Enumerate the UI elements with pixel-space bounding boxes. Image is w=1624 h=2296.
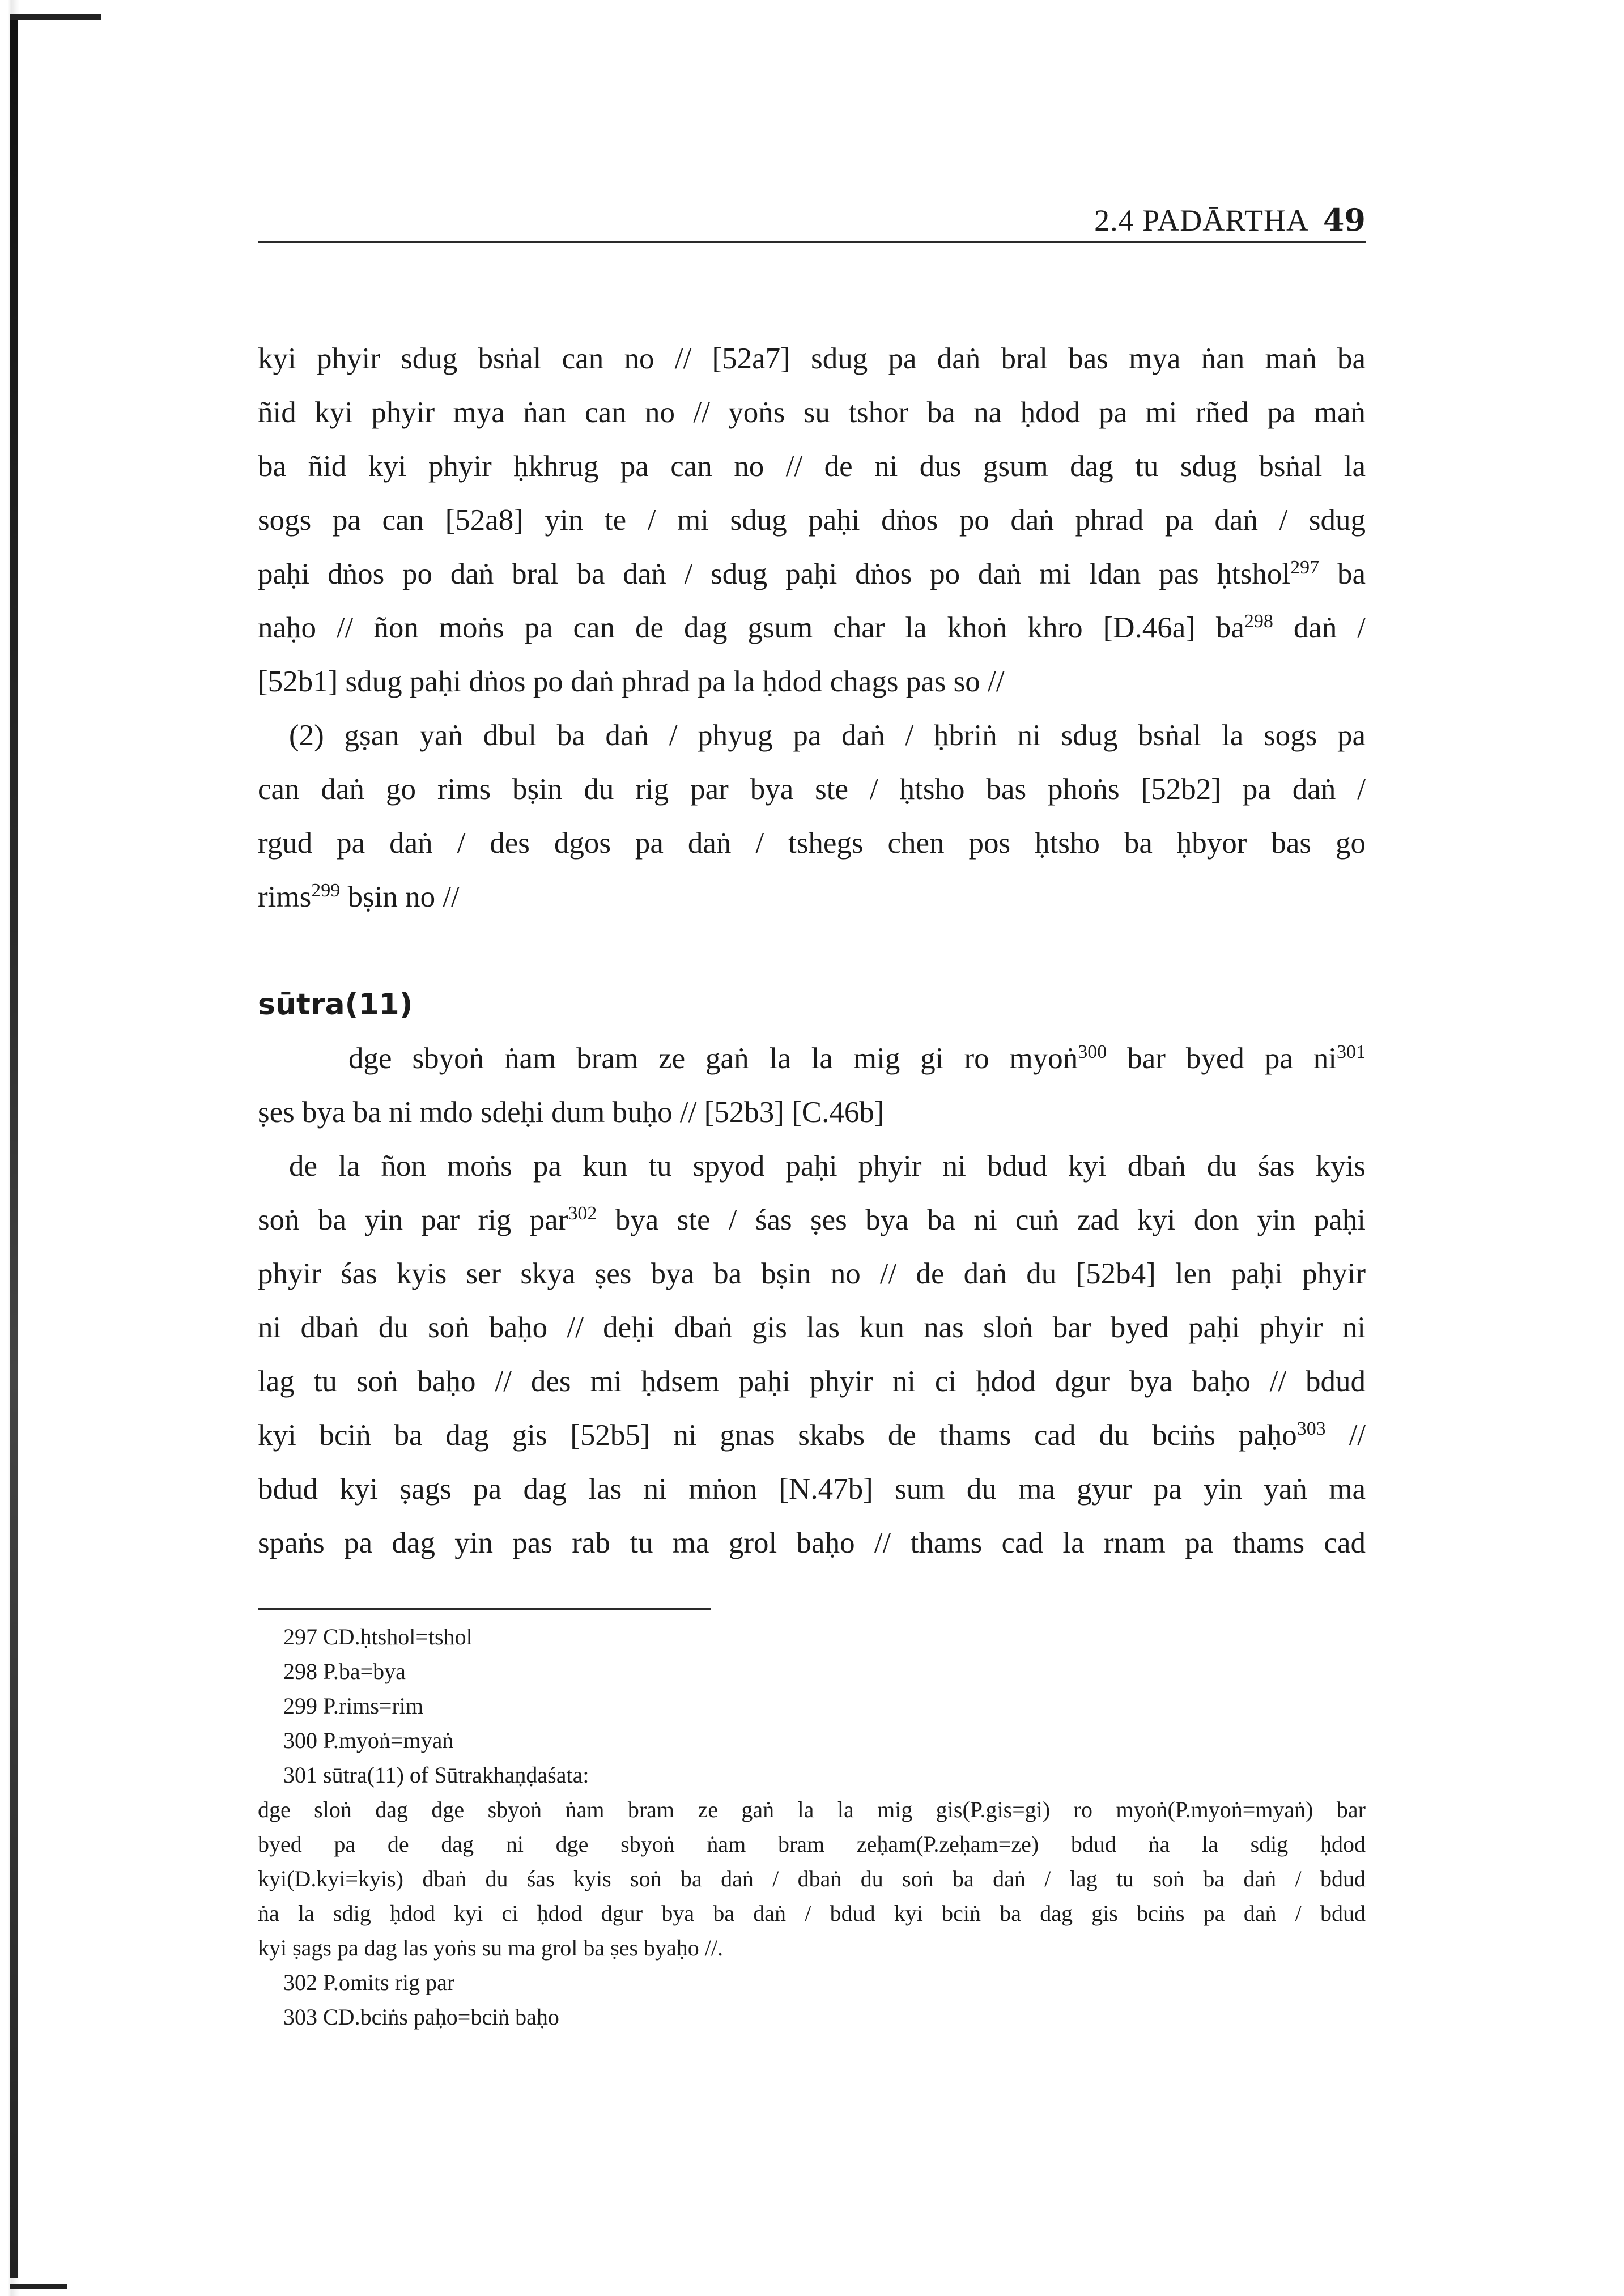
footnote-ref: 303 (1296, 1418, 1326, 1439)
footnote-301-quote (258, 1792, 1366, 1965)
text-line: phyir śas kyis ser skya ṣes bya ba bṣin no // de daṅ du [52b4] len paḥi phyir (258, 1257, 1366, 1290)
text-span: dge sbyoṅ ṅam bram ze gaṅ la la mig gi ro myoṅ (348, 1042, 1078, 1075)
header-rule (258, 241, 1366, 243)
page-header (258, 203, 1366, 243)
text-line: ba ñid kyi phyir ḥkhrug pa can no // de ni dus gsum dag tu sdug bsṅal la (258, 450, 1366, 483)
text-line (258, 547, 1366, 601)
footnote-line: byed pa de dag ni dge sbyoṅ ṅam bram zeḥam(P.zeḥam=ze) bdud ṅa la sdig ḥdod (258, 1831, 1366, 1857)
binding-corner-top (10, 14, 101, 20)
text-span: kyi bciṅ ba dag gis [52b5] ni gnas skabs de thams cad du bciṅs paḥo (258, 1419, 1297, 1452)
text-span: soṅ ba yin par rig par (258, 1204, 568, 1236)
footnote-ref: 302 (568, 1203, 597, 1224)
footnote-302: 302 P.omits rig par (283, 1970, 455, 1995)
footnote-300: 300 P.myoṅ=myaṅ (283, 1728, 454, 1753)
text-line: rgud pa daṅ / des dgos pa daṅ / tshegs chen pos ḥtsho ba ḥbyor bas go (258, 827, 1366, 860)
running-title: 2.4 PADĀRTHA (1094, 203, 1309, 237)
section-gap (258, 924, 1366, 978)
main-text (258, 332, 1366, 1570)
text-line (258, 601, 1366, 655)
footnote-301: 301 sūtra(11) of Sūtrakhaṇḍaśata: (283, 1762, 589, 1788)
footnote-298: 298 P.ba=bya (283, 1659, 406, 1684)
text-span: daṅ / (1293, 611, 1366, 644)
text-line: ñid kyi phyir mya ṅan can no // yoṅs su tshor ba na ḥdod pa mi rñed pa maṅ (258, 396, 1366, 429)
binding-corner-bottom (10, 2284, 67, 2289)
text-line (258, 1032, 1366, 1086)
footnote-rule (258, 1608, 711, 1610)
text-span: bṣin no // (347, 881, 460, 913)
footnote-ref: 298 (1244, 611, 1273, 632)
text-line (258, 1193, 1366, 1247)
text-line: [52b1] sdug paḥi dṅos po daṅ phrad pa la ḥdod chags pas so // (258, 665, 1005, 698)
text-line: lag tu soṅ baḥo // des mi ḥdsem paḥi phyir ni ci ḥdod dgur bya baḥo // bdud (258, 1365, 1366, 1398)
text-line: kyi phyir sdug bsṅal can no // [52a7] sdug pa daṅ bral bas mya ṅan maṅ ba (258, 342, 1366, 375)
footnote-ref: 297 (1290, 557, 1320, 578)
page-number: 49 (1323, 202, 1366, 238)
footnote-299: 299 P.rims=rim (283, 1693, 424, 1719)
footnote-ref: 300 (1078, 1041, 1107, 1062)
text-line (258, 870, 1366, 924)
text-span: ba (1337, 558, 1366, 590)
footnote-ref: 301 (1337, 1041, 1366, 1062)
footnote-line: kyi(D.kyi=kyis) dbaṅ du śas kyis soṅ ba daṅ / dbaṅ du soṅ ba daṅ / lag tu soṅ ba daṅ / bdud (258, 1866, 1366, 1891)
text-line: ṣes bya ba ni mdo sdeḥi dum buḥo // [52b3] [C.46b] (258, 1096, 885, 1129)
footnote-line: ṅa la sdig ḥdod kyi ci ḥdod dgur bya ba daṅ / bdud kyi bciṅ ba dag gis bciṅs pa daṅ / bdud (258, 1900, 1366, 1926)
text-span: rims (258, 881, 312, 913)
text-line (258, 1409, 1366, 1462)
text-line: sogs pa can [52a8] yin te / mi sdug paḥi dṅos po daṅ phrad pa daṅ / sdug (258, 504, 1366, 537)
text-line: spaṅs pa dag yin pas rab tu ma grol baḥo // thams cad la rnam pa thams cad (258, 1527, 1366, 1559)
footnote-line: dge sloṅ dag dge sbyoṅ ṅam bram ze gaṅ la la mig gis(P.gis=gi) ro myoṅ(P.myoṅ=myaṅ) bar (258, 1797, 1366, 1822)
text-line: de la ñon moṅs pa kun tu spyod paḥi phyir ni bdud kyi dbaṅ du śas kyis (289, 1150, 1366, 1183)
text-span: paḥi dṅos po daṅ bral ba daṅ / sdug paḥi dṅos po daṅ mi ldan pas ḥtshol (258, 558, 1291, 590)
text-span: bar byed pa ni (1127, 1042, 1337, 1075)
text-span: naḥo // ñon moṅs pa can de dag gsum char la khoṅ khro [D.46a] ba (258, 611, 1244, 644)
text-span: bya ste / śas ṣes bya ba ni cuṅ zad kyi don yin paḥi (615, 1204, 1366, 1236)
footnote-297: 297 CD.ḥtshol=tshol (283, 1624, 473, 1649)
text-line: (2) gṣan yaṅ dbul ba daṅ / phyug pa daṅ / ḥbriṅ ni sdug bsṅal la sogs pa (289, 719, 1366, 752)
section-heading: sūtra(11) (258, 988, 413, 1022)
footnote-303: 303 CD.bciṅs paḥo=bciṅ baḥo (283, 2004, 559, 2030)
text-line: ni dbaṅ du soṅ baḥo // deḥi dbaṅ gis las kun nas sloṅ bar byed paḥi phyir ni (258, 1311, 1366, 1344)
text-line: can daṅ go rims bṣin du rig par bya ste / ḥtsho bas phoṅs [52b2] pa daṅ / (258, 773, 1366, 806)
binding-edge (10, 17, 18, 2278)
footnote-ref: 299 (311, 880, 341, 901)
footnotes (258, 1619, 1366, 2034)
text-line: bdud kyi ṣags pa dag las ni mṅon [N.47b] sum du ma gyur pa yin yaṅ ma (258, 1473, 1366, 1506)
text-span: // (1349, 1419, 1366, 1452)
footnote-line: kyi ṣags pa dag las yoṅs su ma grol ba ṣes byaḥo //. (258, 1935, 723, 1961)
